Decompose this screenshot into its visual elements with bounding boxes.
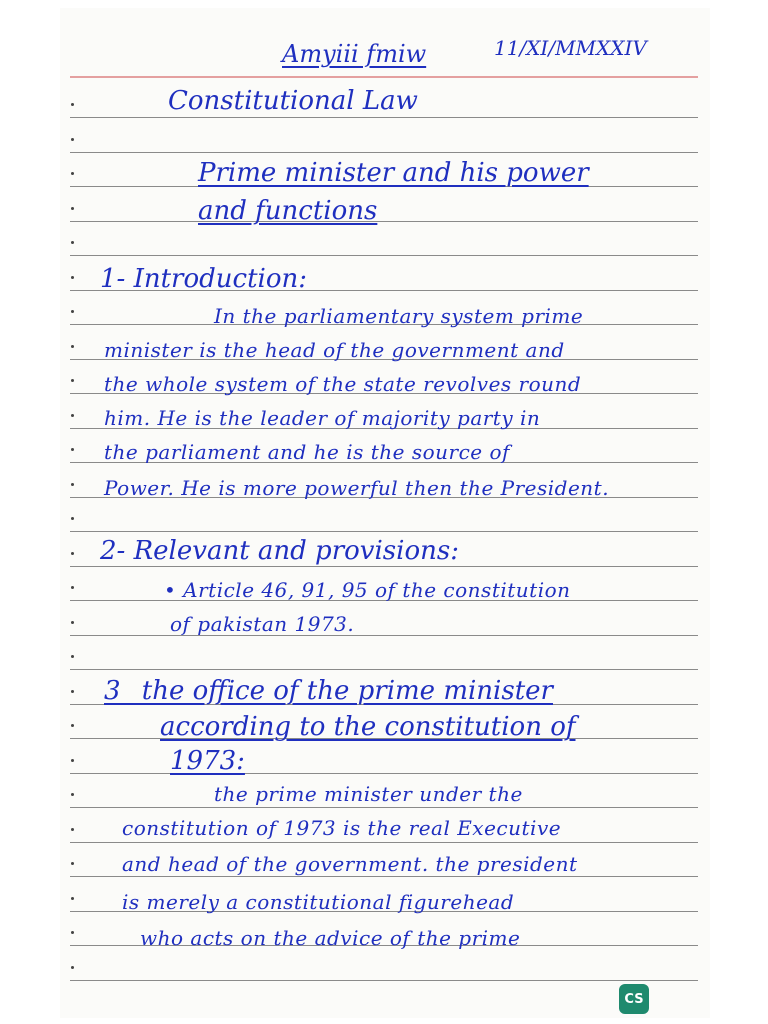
- intro-line: In the parliamentary system prime: [214, 304, 584, 328]
- margin-dot: [71, 310, 74, 313]
- margin-dot: [71, 241, 74, 244]
- office-line: is merely a constitutional figurehead: [122, 890, 515, 914]
- margin-dot: [71, 448, 74, 451]
- margin-dot: [71, 793, 74, 796]
- margin-dot: [71, 759, 74, 762]
- office-line: constitution of 1973 is the real Executive: [122, 816, 562, 840]
- intro-line: Power. He is more powerful then the President.: [104, 476, 610, 500]
- intro-line: the whole system of the state revolves round: [104, 372, 582, 396]
- margin-dot: [71, 931, 74, 934]
- office-heading-line-1: 3_ the office of the prime minister: [104, 676, 553, 706]
- ruled-line: [70, 221, 698, 222]
- margin-dot: [71, 345, 74, 348]
- margin-dot: [71, 138, 74, 141]
- margin-dot: [71, 552, 74, 555]
- margin-dot: [71, 379, 74, 382]
- margin-dot: [71, 207, 74, 210]
- intro-line: minister is the head of the government and: [104, 338, 565, 362]
- margin-dot: [71, 828, 74, 831]
- office-heading-line-2: according to the constitution of: [160, 712, 576, 742]
- intro-line: the parliament and he is the source of: [104, 440, 510, 464]
- ruled-line: [70, 635, 698, 636]
- author-name: Amyiii fmiw: [282, 40, 427, 68]
- ruled-line: [70, 842, 698, 843]
- subject-title: Constitutional Law: [168, 86, 418, 116]
- margin-dot: [71, 966, 74, 969]
- margin-dot: [71, 897, 74, 900]
- ruled-line: [70, 669, 698, 670]
- ruled-line: [70, 566, 698, 567]
- ruled-line: [70, 773, 698, 774]
- ruled-line: [70, 876, 698, 877]
- intro-heading: 1- Introduction:: [100, 264, 308, 294]
- office-heading-line-3: 1973:: [170, 746, 245, 776]
- margin-dot: [71, 414, 74, 417]
- ruled-line: [70, 117, 698, 118]
- provisions-line: • Article 46, 91, 95 of the constitution: [164, 578, 571, 602]
- ruled-line: [70, 255, 698, 256]
- ruled-line: [70, 980, 698, 981]
- topic-title-line-1: Prime minister and his power: [198, 158, 589, 188]
- margin-dot: [71, 276, 74, 279]
- topic-title-line-2: and functions: [198, 196, 378, 226]
- provisions-line: of pakistan 1973.: [170, 612, 355, 636]
- office-line: and head of the government. the president: [122, 852, 578, 876]
- office-line: the prime minister under the: [214, 782, 523, 806]
- ruled-line: [70, 531, 698, 532]
- margin-dot: [71, 483, 74, 486]
- ruled-line: [70, 807, 698, 808]
- margin-dot: [71, 586, 74, 589]
- office-line: who acts on the advice of the prime: [140, 926, 521, 950]
- margin-dot: [71, 690, 74, 693]
- margin-dot: [71, 862, 74, 865]
- camscanner-badge: CS: [619, 984, 649, 1014]
- margin-dot: [71, 724, 74, 727]
- margin-dot: [71, 517, 74, 520]
- top-margin-rule: [70, 76, 698, 78]
- margin-dot: [71, 172, 74, 175]
- provisions-heading: 2- Relevant and provisions:: [100, 536, 459, 566]
- ruled-line: [70, 152, 698, 153]
- margin-dot: [71, 621, 74, 624]
- margin-dot: [71, 655, 74, 658]
- margin-dot: [71, 103, 74, 106]
- date-label: 11/XI/MMXXIV: [494, 36, 647, 60]
- intro-line: him. He is the leader of majority party in: [104, 406, 541, 430]
